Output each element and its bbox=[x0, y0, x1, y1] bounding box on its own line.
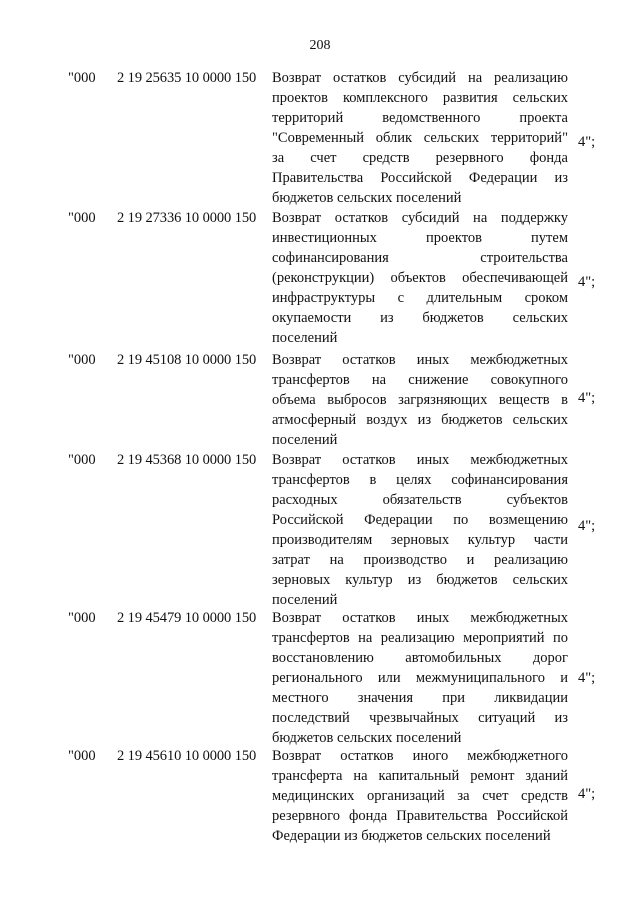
admin-code: "000 bbox=[68, 70, 96, 86]
description-line: проектов комплексного развития сельских bbox=[272, 90, 568, 106]
description-line: инфраструктуры с длительным сроком bbox=[272, 290, 568, 306]
description-line: территорий ведомственного проекта bbox=[272, 110, 568, 126]
description-line: последствий чрезвычайных ситуаций из bbox=[272, 710, 568, 726]
description-line: "Современный облик сельских территорий" bbox=[272, 130, 568, 146]
closing-marker: 4"; bbox=[578, 670, 596, 686]
description-line: поселений bbox=[272, 432, 338, 448]
description-line: Возврат остатков субсидий на поддержку bbox=[272, 210, 568, 226]
budget-classification-code: 2 19 45479 10 0000 150 bbox=[117, 610, 257, 626]
description-line: зерновых культур из бюджетов сельских bbox=[272, 572, 568, 588]
admin-code: "000 bbox=[68, 610, 96, 626]
description-line: местного значения при ликвидации bbox=[272, 690, 568, 706]
description-line: затрат на производство и реализацию bbox=[272, 552, 568, 568]
income-description bbox=[272, 68, 568, 208]
admin-code: "000 bbox=[68, 352, 96, 368]
description-line: восстановлению автомобильных дорог bbox=[272, 650, 568, 666]
description-line: трансфертов на реализацию мероприятий по bbox=[272, 630, 568, 646]
description-line: поселений bbox=[272, 330, 338, 346]
description-line: трансфертов на снижение совокупного bbox=[272, 372, 568, 388]
description-line: производителям зерновых культур части bbox=[272, 532, 568, 548]
description-line: Возврат остатков иных межбюджетных bbox=[272, 352, 568, 368]
description-line: бюджетов сельских поселений bbox=[272, 190, 462, 206]
description-line: Правительства Российской Федерации из bbox=[272, 170, 568, 186]
description-line: расходных обязательств субъектов bbox=[272, 492, 568, 508]
description-line: резервного фонда Правительства Российской bbox=[272, 808, 568, 824]
budget-classification-code: 2 19 45368 10 0000 150 bbox=[117, 452, 257, 468]
description-line: Возврат остатков иных межбюджетных bbox=[272, 610, 568, 626]
description-line: трансфертов в целях софинансирования bbox=[272, 472, 568, 488]
budget-classification-code: 2 19 25635 10 0000 150 bbox=[117, 70, 257, 86]
description-line: медицинских организаций за счет средств bbox=[272, 788, 568, 804]
description-line: окупаемости из бюджетов сельских bbox=[272, 310, 568, 326]
description-line: инвестиционных проектов путем bbox=[272, 230, 568, 246]
description-line: поселений bbox=[272, 592, 338, 608]
budget-classification-code: 2 19 45108 10 0000 150 bbox=[117, 352, 257, 368]
income-description bbox=[272, 208, 568, 348]
description-line: Возврат остатков иного межбюджетного bbox=[272, 748, 568, 764]
description-line: Федерации из бюджетов сельских поселений bbox=[272, 828, 551, 844]
description-line: регионального или межмуниципального и bbox=[272, 670, 568, 686]
description-line: атмосферный воздух из бюджетов сельских bbox=[272, 412, 568, 428]
closing-marker: 4"; bbox=[578, 518, 596, 534]
income-description bbox=[272, 450, 568, 610]
income-description bbox=[272, 350, 568, 450]
income-description bbox=[272, 608, 568, 748]
description-line: софинансирования строительства bbox=[272, 250, 568, 266]
closing-marker: 4"; bbox=[578, 134, 596, 150]
page-number: 208 bbox=[309, 38, 331, 53]
description-line: Российской Федерации по возмещению bbox=[272, 512, 568, 528]
budget-classification-code: 2 19 27336 10 0000 150 bbox=[117, 210, 257, 226]
closing-marker: 4"; bbox=[578, 274, 596, 290]
description-line: бюджетов сельских поселений bbox=[272, 730, 462, 746]
description-line: за счет средств резервного фонда bbox=[272, 150, 568, 166]
admin-code: "000 bbox=[68, 748, 96, 764]
description-line: объема выбросов загрязняющих веществ в bbox=[272, 392, 568, 408]
admin-code: "000 bbox=[68, 210, 96, 226]
description-line: трансферта на капитальный ремонт зданий bbox=[272, 768, 568, 784]
admin-code: "000 bbox=[68, 452, 96, 468]
income-description bbox=[272, 746, 568, 846]
description-line: Возврат остатков иных межбюджетных bbox=[272, 452, 568, 468]
closing-marker: 4"; bbox=[578, 390, 596, 406]
description-line: Возврат остатков субсидий на реализацию bbox=[272, 70, 568, 86]
budget-classification-code: 2 19 45610 10 0000 150 bbox=[117, 748, 257, 764]
closing-marker: 4"; bbox=[578, 786, 596, 802]
description-line: (реконструкции) объектов обеспечивающей bbox=[272, 270, 568, 286]
